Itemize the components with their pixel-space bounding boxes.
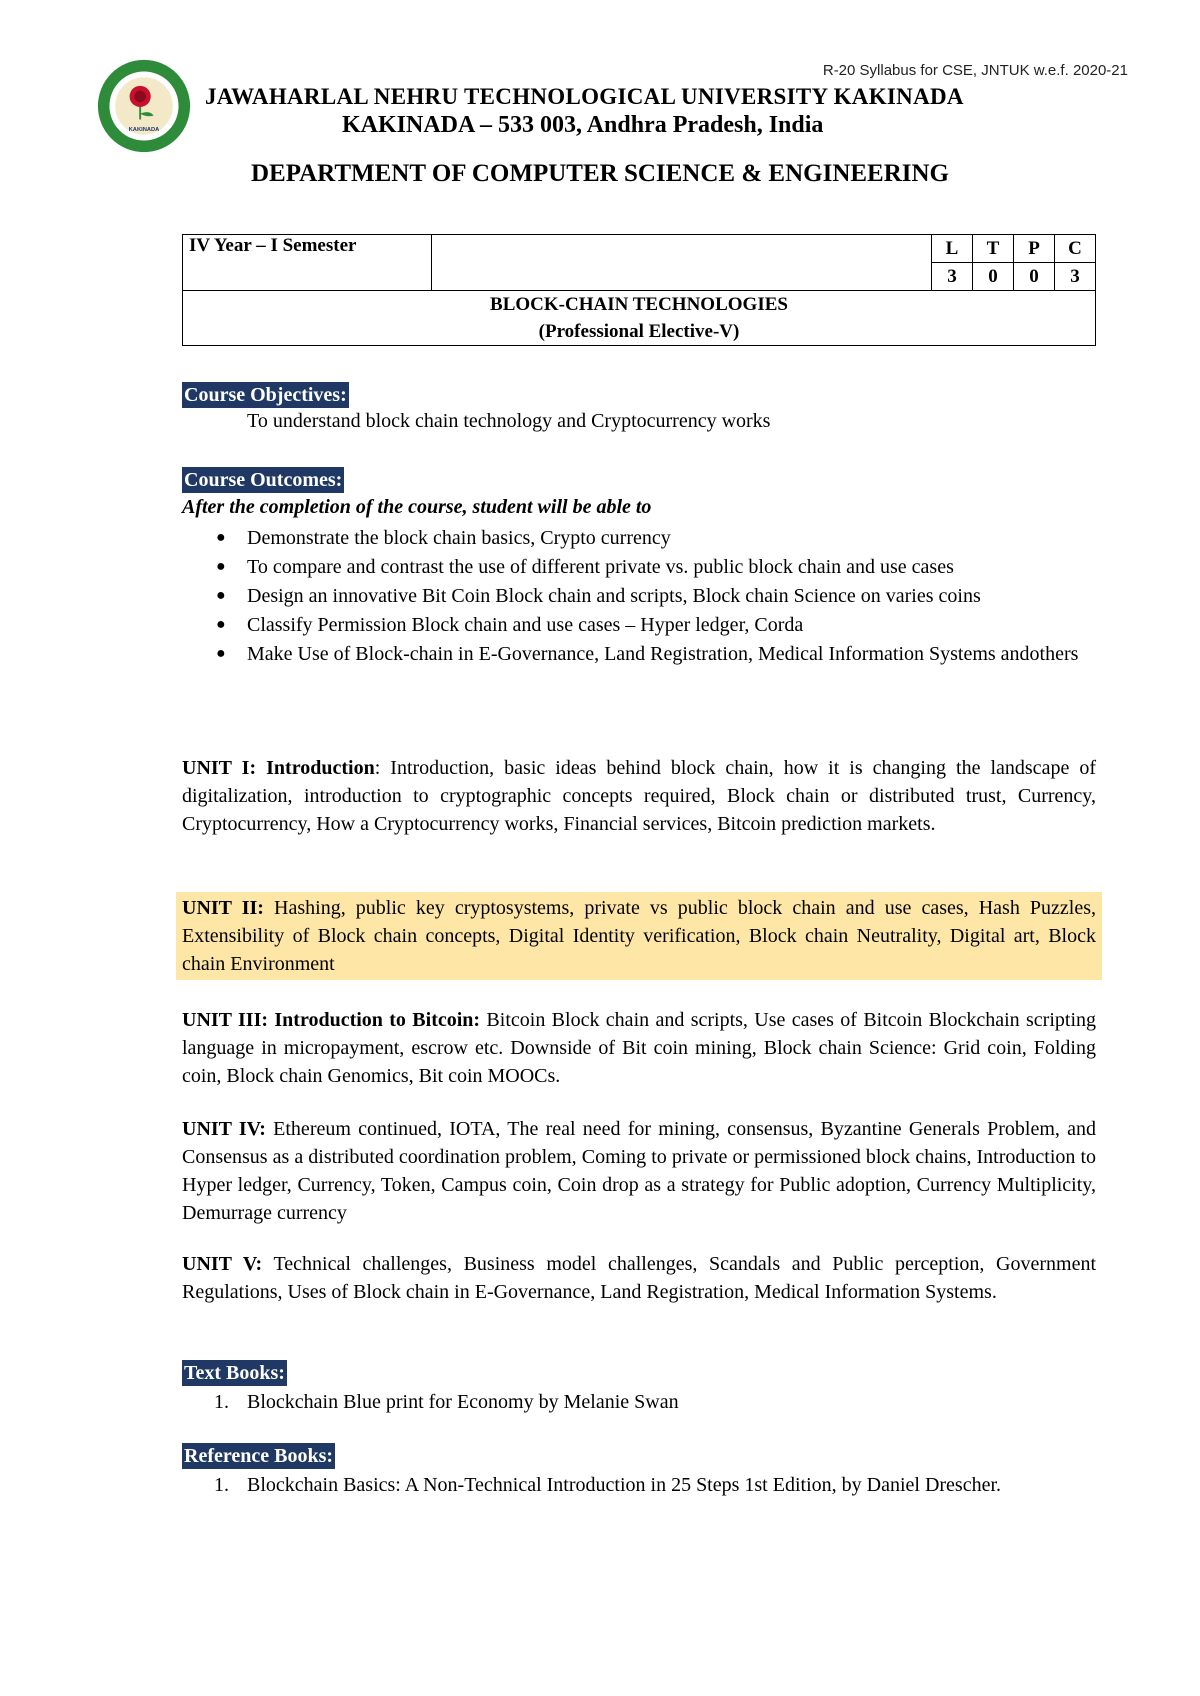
list-item: 1. Blockchain Basics: A Non-Technical Introduction in 25 Steps 1st Edition, by Daniel Drescher. bbox=[214, 1474, 1002, 1496]
header-l: L bbox=[932, 235, 973, 263]
university-address: KAKINADA – 533 003, Andhra Pradesh, India bbox=[342, 112, 824, 138]
university-logo bbox=[96, 58, 192, 154]
unit-1: UNIT I: Introduction: Introduction, basic ideas behind block chain, how it is changing the landscape of digitalization, introduction to cryptographic concepts required, Block chain or distributed trust, Currency, Cryptocurrency, How a Cryptocurrency works, Financial services, Bitcoin prediction markets. bbox=[182, 757, 1097, 835]
course-subtitle: (Professional Elective-V) bbox=[538, 321, 740, 342]
bullet-icon: ● bbox=[216, 558, 226, 575]
university-name: JAWAHARLAL NEHRU TECHNOLOGICAL UNIVERSITY KAKINADA bbox=[205, 84, 964, 109]
header-t: T bbox=[973, 235, 1014, 263]
course-title-cell bbox=[183, 291, 1096, 346]
outcomes-label: Course Outcomes: bbox=[184, 469, 343, 491]
course-info-table bbox=[182, 234, 1096, 346]
outcomes-intro: After the completion of the course, student will be able to bbox=[182, 496, 652, 518]
unit-3: UNIT III: Introduction to Bitcoin: Bitcoin Block chain and scripts, Use cases of Bitcoin Blockchain scripting language in micropayment, escrow etc. Downside of Bit coin mining, Block chain Science: Grid coin, Folding coin, Block chain Genomics, Bit coin MOOCs. bbox=[182, 1009, 1096, 1087]
objectives-text: To understand block chain technology and Cryptocurrency works bbox=[247, 410, 771, 432]
outcomes-list bbox=[182, 524, 1096, 669]
unit-4: UNIT IV: Ethereum continued, IOTA, The real need for mining, consensus, Byzantine Generals Problem, and Consensus as a distributed coordination problem, Coming to private or permissioned block chains, Introduction to Hyper ledger, Currency, Token, Campus coin, Coin drop as a strategy for Public adoption, Currency Multiplicity, Demurrage currency bbox=[182, 1118, 1097, 1224]
syllabus-reference: R-20 Syllabus for CSE, JNTUK w.e.f. 2020-21 bbox=[822, 62, 1128, 79]
department-title: DEPARTMENT OF COMPUTER SCIENCE & ENGINEERING bbox=[250, 160, 950, 187]
reference-books-label: Reference Books: bbox=[184, 1445, 334, 1467]
reference-books-list bbox=[182, 1471, 1096, 1499]
unit-5: UNIT V: Technical challenges, Business model challenges, Scandals and Public perception, Government Regulations, Uses of Block chain in E-Governance, Land Registration, Medical Information Systems. bbox=[182, 1253, 1096, 1303]
value-t: 0 bbox=[973, 263, 1014, 291]
svg-text:KAKINADA: KAKINADA bbox=[128, 126, 160, 133]
bullet-icon: ● bbox=[216, 645, 226, 662]
bullet-icon: ● bbox=[216, 616, 226, 633]
list-item: ● Design an innovative Bit Coin Block chain and scripts, Block chain Science on varies coins bbox=[182, 582, 1096, 610]
header-p: P bbox=[1014, 235, 1055, 263]
value-c: 3 bbox=[1055, 263, 1096, 291]
list-item: ● Classify Permission Block chain and use cases – Hyper ledger, Corda bbox=[182, 611, 1096, 639]
bullet-icon: ● bbox=[216, 529, 226, 546]
header-c: C bbox=[1055, 235, 1096, 263]
objectives-label: Course Objectives: bbox=[184, 384, 347, 406]
text-books-list bbox=[182, 1388, 1096, 1416]
list-item: 1. Blockchain Blue print for Economy by Melanie Swan bbox=[214, 1391, 679, 1413]
text-books-label: Text Books: bbox=[184, 1362, 285, 1384]
list-item: ● Demonstrate the block chain basics, Crypto currency bbox=[182, 524, 1096, 552]
blank-cell bbox=[432, 235, 932, 291]
value-p: 0 bbox=[1014, 263, 1055, 291]
list-item: ● To compare and contrast the use of different private vs. public block chain and use cases bbox=[182, 553, 1096, 581]
bullet-icon: ● bbox=[216, 587, 226, 604]
list-item: ● Make Use of Block-chain in E-Governance, Land Registration, Medical Information Systems andothers bbox=[182, 640, 1096, 668]
unit-2: UNIT II: Hashing, public key cryptosystems, private vs public block chain and use cases, Hash Puzzles, Extensibility of Block chain concepts, Digital Identity verification, Block chain Neutrality, Digital art, Block chain Environment bbox=[176, 892, 1102, 980]
value-l: 3 bbox=[932, 263, 973, 291]
semester-cell: IV Year – I Semester bbox=[183, 235, 432, 291]
course-title: BLOCK-CHAIN TECHNOLOGIES bbox=[490, 294, 788, 315]
